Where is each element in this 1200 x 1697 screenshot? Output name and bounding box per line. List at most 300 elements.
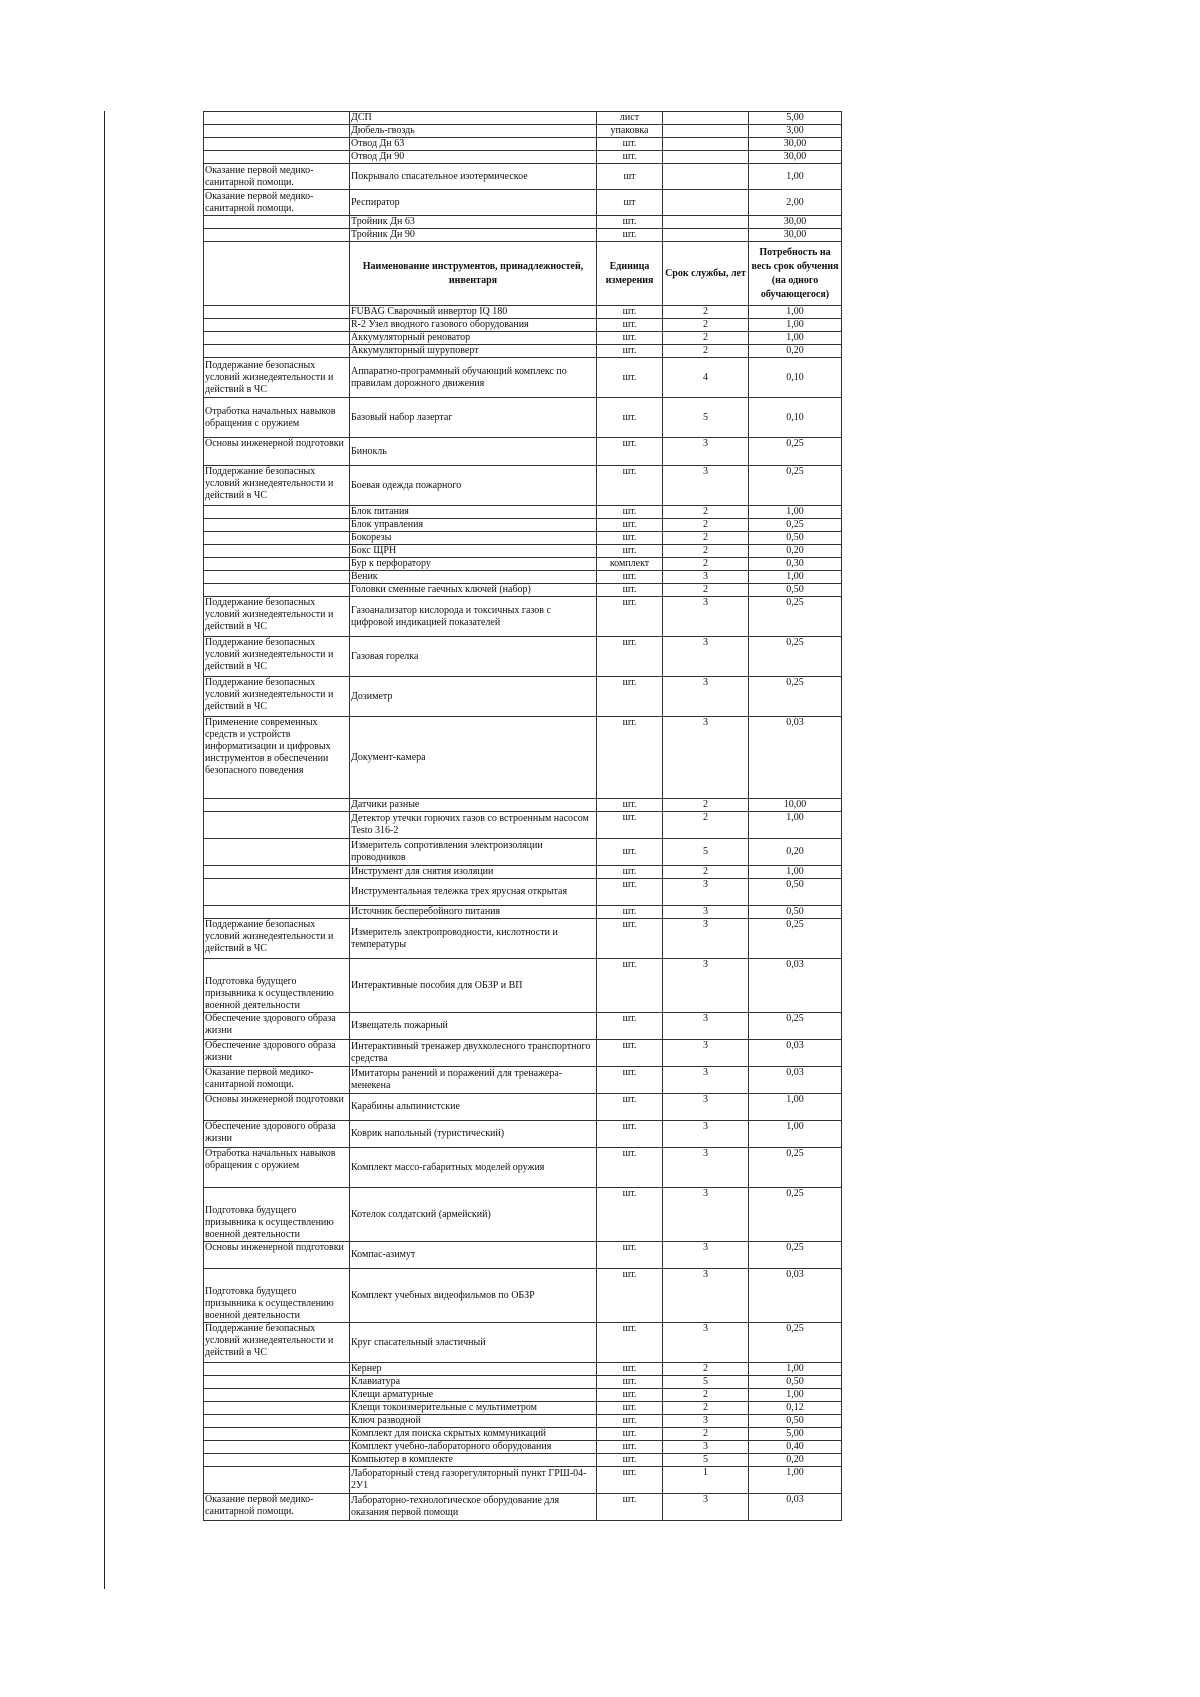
quantity-cell: 0,25 <box>749 677 842 717</box>
purpose-cell <box>204 229 350 242</box>
service-life-cell: 2 <box>663 1389 749 1402</box>
quantity-cell: 0,12 <box>749 1402 842 1415</box>
item-name-cell: Блок управления <box>350 519 597 532</box>
unit-cell: шт. <box>597 1323 663 1363</box>
table-row <box>204 345 842 358</box>
unit-cell: шт. <box>597 812 663 839</box>
unit-cell: шт. <box>597 799 663 812</box>
purpose-cell <box>204 506 350 519</box>
unit-cell: шт. <box>597 571 663 584</box>
purpose-cell: Поддержание безопасных условий жизнедеятельности и действий в ЧС <box>204 358 350 398</box>
table-row <box>204 466 842 506</box>
unit-cell: шт <box>597 164 663 190</box>
table-row <box>204 1454 842 1467</box>
unit-cell: шт. <box>597 584 663 597</box>
service-life-cell: 3 <box>663 1121 749 1148</box>
item-name-cell: Базовый набор лазертаг <box>350 398 597 438</box>
quantity-cell: 1,00 <box>749 1467 842 1494</box>
unit-cell: шт. <box>597 919 663 959</box>
purpose-cell <box>204 319 350 332</box>
purpose-cell: Обеспечение здорового образа жизни <box>204 1040 350 1067</box>
item-name-cell: Отвод Дн 90 <box>350 151 597 164</box>
quantity-cell: 1,00 <box>749 1389 842 1402</box>
unit-cell: шт. <box>597 438 663 466</box>
item-name-cell: Газовая горелка <box>350 637 597 677</box>
purpose-cell <box>204 332 350 345</box>
table-row <box>204 332 842 345</box>
quantity-cell: 1,00 <box>749 571 842 584</box>
table-row <box>204 677 842 717</box>
service-life-cell <box>663 229 749 242</box>
service-life-cell: 3 <box>663 571 749 584</box>
unit-cell: шт. <box>597 959 663 1013</box>
quantity-cell: 1,00 <box>749 812 842 839</box>
quantity-cell: 1,00 <box>749 1363 842 1376</box>
service-life-cell: 3 <box>663 1148 749 1188</box>
unit-cell: шт. <box>597 545 663 558</box>
unit-cell: шт. <box>597 358 663 398</box>
service-life-cell: 2 <box>663 799 749 812</box>
purpose-cell: Отработка начальных навыков обращения с оружием <box>204 398 350 438</box>
item-name-cell: Респиратор <box>350 190 597 216</box>
table-row <box>204 584 842 597</box>
quantity-cell: 2,00 <box>749 190 842 216</box>
quantity-cell: 0,25 <box>749 919 842 959</box>
unit-cell: шт. <box>597 1376 663 1389</box>
table-row <box>204 358 842 398</box>
purpose-cell: Оказание первой медико-санитарной помощи. <box>204 1494 350 1521</box>
quantity-cell: 0,25 <box>749 1013 842 1040</box>
service-life-cell <box>663 190 749 216</box>
service-life-cell: 2 <box>663 558 749 571</box>
table-row <box>204 229 842 242</box>
item-name-cell: Коврик напольный (туристический) <box>350 1121 597 1148</box>
service-life-cell: 3 <box>663 1188 749 1242</box>
purpose-cell <box>204 879 350 906</box>
purpose-cell <box>204 558 350 571</box>
service-life-cell: 3 <box>663 466 749 506</box>
service-life-cell: 3 <box>663 1415 749 1428</box>
purpose-cell: Подготовка будущего призывника к осуществлению военной деятельности <box>204 1269 350 1323</box>
table-row <box>204 1188 842 1242</box>
table-row <box>204 306 842 319</box>
purpose-cell: Поддержание безопасных условий жизнедеятельности и действий в ЧС <box>204 1323 350 1363</box>
unit-cell: шт. <box>597 345 663 358</box>
table-header-row <box>204 242 842 306</box>
purpose-cell <box>204 112 350 125</box>
service-life-cell: 3 <box>663 1441 749 1454</box>
quantity-cell: 1,00 <box>749 319 842 332</box>
purpose-cell: Поддержание безопасных условий жизнедеятельности и действий в ЧС <box>204 597 350 637</box>
quantity-cell: 1,00 <box>749 332 842 345</box>
unit-cell: шт. <box>597 519 663 532</box>
table-row <box>204 1389 842 1402</box>
quantity-cell: 1,00 <box>749 164 842 190</box>
purpose-cell: Обеспечение здорового образа жизни <box>204 1121 350 1148</box>
unit-cell: шт. <box>597 466 663 506</box>
unit-cell: шт. <box>597 906 663 919</box>
service-life-cell: 3 <box>663 677 749 717</box>
header-name-cell: Наименование инструментов, принадлежностей, инвентаря <box>350 242 597 306</box>
purpose-cell <box>204 306 350 319</box>
purpose-cell: Основы инженерной подготовки <box>204 1094 350 1121</box>
unit-cell: комплект <box>597 558 663 571</box>
item-name-cell: Аппаратно-программный обучающий комплекс по правилам дорожного движения <box>350 358 597 398</box>
table-row <box>204 799 842 812</box>
quantity-cell: 0,25 <box>749 1148 842 1188</box>
purpose-cell: Оказание первой медико-санитарной помощи. <box>204 190 350 216</box>
unit-cell: шт. <box>597 1467 663 1494</box>
item-name-cell: FUBAG Сварочный инвертор IQ 180 <box>350 306 597 319</box>
quantity-cell: 0,50 <box>749 1376 842 1389</box>
purpose-cell: Оказание первой медико-санитарной помощи. <box>204 164 350 190</box>
purpose-cell <box>204 571 350 584</box>
item-name-cell: Тройник Дн 90 <box>350 229 597 242</box>
unit-cell: шт. <box>597 319 663 332</box>
item-name-cell: Бинокль <box>350 438 597 466</box>
table-row <box>204 637 842 677</box>
item-name-cell: Круг спасательный эластичный <box>350 1323 597 1363</box>
item-name-cell: Аккумуляторный шуруповерт <box>350 345 597 358</box>
table-row <box>204 438 842 466</box>
item-name-cell: Комплект для поиска скрытых коммуникаций <box>350 1428 597 1441</box>
purpose-cell: Основы инженерной подготовки <box>204 1242 350 1269</box>
item-name-cell: Измеритель сопротивления электроизоляции проводников <box>350 839 597 866</box>
table-row <box>204 506 842 519</box>
purpose-cell: Основы инженерной подготовки <box>204 438 350 466</box>
unit-cell: упаковка <box>597 125 663 138</box>
item-name-cell: Кернер <box>350 1363 597 1376</box>
table-row <box>204 1467 842 1494</box>
quantity-cell: 0,20 <box>749 545 842 558</box>
table-row <box>204 125 842 138</box>
quantity-cell: 0,25 <box>749 1242 842 1269</box>
item-name-cell: Отвод Дн 63 <box>350 138 597 151</box>
service-life-cell: 2 <box>663 545 749 558</box>
service-life-cell: 2 <box>663 506 749 519</box>
table-row <box>204 1323 842 1363</box>
purpose-cell: Подготовка будущего призывника к осуществлению военной деятельности <box>204 1188 350 1242</box>
item-name-cell: Извещатель пожарный <box>350 1013 597 1040</box>
table-row <box>204 1242 842 1269</box>
purpose-cell <box>204 1415 350 1428</box>
quantity-cell: 0,50 <box>749 1415 842 1428</box>
purpose-cell <box>204 532 350 545</box>
unit-cell: шт. <box>597 1454 663 1467</box>
table-row <box>204 519 842 532</box>
unit-cell: шт. <box>597 879 663 906</box>
table-row <box>204 571 842 584</box>
item-name-cell: Бокорезы <box>350 532 597 545</box>
purpose-cell <box>204 584 350 597</box>
item-name-cell: Источник бесперебойного питания <box>350 906 597 919</box>
equipment-table-body <box>204 112 842 1521</box>
table-row <box>204 398 842 438</box>
service-life-cell: 3 <box>663 879 749 906</box>
unit-cell: шт. <box>597 1415 663 1428</box>
item-name-cell: Инструментальная тележка трех ярусная открытая <box>350 879 597 906</box>
service-life-cell: 5 <box>663 1376 749 1389</box>
unit-cell: шт <box>597 190 663 216</box>
purpose-cell <box>204 839 350 866</box>
purpose-cell <box>204 1467 350 1494</box>
table-row <box>204 919 842 959</box>
unit-cell: шт. <box>597 1067 663 1094</box>
service-life-cell <box>663 216 749 229</box>
table-row <box>204 532 842 545</box>
service-life-cell: 3 <box>663 1494 749 1521</box>
unit-cell: шт. <box>597 151 663 164</box>
table-row <box>204 879 842 906</box>
service-life-cell: 4 <box>663 358 749 398</box>
table-row <box>204 1415 842 1428</box>
item-name-cell: ДСП <box>350 112 597 125</box>
item-name-cell: Клещи токоизмерительные с мультиметром <box>350 1402 597 1415</box>
service-life-cell: 2 <box>663 1402 749 1415</box>
item-name-cell: Бокс ЩРН <box>350 545 597 558</box>
purpose-cell <box>204 1363 350 1376</box>
service-life-cell: 3 <box>663 959 749 1013</box>
quantity-cell: 1,00 <box>749 866 842 879</box>
table-row <box>204 1013 842 1040</box>
table-row <box>204 1494 842 1521</box>
quantity-cell: 0,25 <box>749 519 842 532</box>
unit-cell: шт. <box>597 677 663 717</box>
quantity-cell: 1,00 <box>749 506 842 519</box>
unit-cell: шт. <box>597 1040 663 1067</box>
quantity-cell: 0,50 <box>749 906 842 919</box>
table-row <box>204 1040 842 1067</box>
table-row <box>204 1428 842 1441</box>
table-row <box>204 112 842 125</box>
item-name-cell: Котелок солдатский (армейский) <box>350 1188 597 1242</box>
quantity-cell: 3,00 <box>749 125 842 138</box>
purpose-cell: Поддержание безопасных условий жизнедеятельности и действий в ЧС <box>204 637 350 677</box>
quantity-cell: 0,03 <box>749 1040 842 1067</box>
left-margin-rule <box>104 111 105 1589</box>
service-life-cell <box>663 112 749 125</box>
quantity-cell: 30,00 <box>749 216 842 229</box>
table-row <box>204 1441 842 1454</box>
purpose-cell <box>204 906 350 919</box>
item-name-cell: Клещи арматурные <box>350 1389 597 1402</box>
purpose-cell <box>204 799 350 812</box>
unit-cell: шт. <box>597 1242 663 1269</box>
purpose-cell: Поддержание безопасных условий жизнедеятельности и действий в ЧС <box>204 466 350 506</box>
service-life-cell: 2 <box>663 332 749 345</box>
service-life-cell: 3 <box>663 717 749 799</box>
unit-cell: лист <box>597 112 663 125</box>
quantity-cell: 1,00 <box>749 306 842 319</box>
service-life-cell: 3 <box>663 1242 749 1269</box>
service-life-cell <box>663 125 749 138</box>
header-need-cell: Потребность на весь срок обучения (на одного обучающегося) <box>749 242 842 306</box>
quantity-cell: 0,40 <box>749 1441 842 1454</box>
purpose-cell <box>204 151 350 164</box>
quantity-cell: 0,50 <box>749 879 842 906</box>
table-row <box>204 138 842 151</box>
service-life-cell: 2 <box>663 519 749 532</box>
table-row <box>204 545 842 558</box>
item-name-cell: Газоанализатор кислорода и токсичных газов с цифровой индикацией показателей <box>350 597 597 637</box>
service-life-cell: 2 <box>663 1428 749 1441</box>
purpose-cell <box>204 345 350 358</box>
quantity-cell: 0,25 <box>749 1188 842 1242</box>
service-life-cell <box>663 138 749 151</box>
purpose-cell <box>204 1402 350 1415</box>
item-name-cell: Лабораторно-технологическое оборудование для оказания первой помощи <box>350 1494 597 1521</box>
item-name-cell: Бур к перфоратору <box>350 558 597 571</box>
unit-cell: шт. <box>597 216 663 229</box>
service-life-cell: 1 <box>663 1467 749 1494</box>
unit-cell: шт. <box>597 1441 663 1454</box>
unit-cell: шт. <box>597 1094 663 1121</box>
table-row <box>204 1067 842 1094</box>
item-name-cell: Карабины альпинистские <box>350 1094 597 1121</box>
purpose-cell <box>204 125 350 138</box>
purpose-cell <box>204 1389 350 1402</box>
purpose-cell <box>204 1428 350 1441</box>
service-life-cell <box>663 151 749 164</box>
service-life-cell: 2 <box>663 345 749 358</box>
quantity-cell: 0,20 <box>749 1454 842 1467</box>
unit-cell: шт. <box>597 1121 663 1148</box>
item-name-cell: Боевая одежда пожарного <box>350 466 597 506</box>
unit-cell: шт. <box>597 506 663 519</box>
quantity-cell: 30,00 <box>749 229 842 242</box>
header-unit-cell: Единица измерения <box>597 242 663 306</box>
item-name-cell: Документ-камера <box>350 717 597 799</box>
unit-cell: шт. <box>597 1269 663 1323</box>
equipment-table <box>203 111 842 1521</box>
service-life-cell: 2 <box>663 306 749 319</box>
unit-cell: шт. <box>597 229 663 242</box>
item-name-cell: Интерактивный тренажер двухколесного транспортного средства <box>350 1040 597 1067</box>
item-name-cell: Комплект учебных видеофильмов по ОБЗР <box>350 1269 597 1323</box>
service-life-cell: 5 <box>663 1454 749 1467</box>
table-row <box>204 1376 842 1389</box>
purpose-cell: Применение современных средств и устройств информатизации и цифровых инструментов в обеспечении безопасного поведения <box>204 717 350 799</box>
unit-cell: шт. <box>597 1148 663 1188</box>
purpose-cell <box>204 866 350 879</box>
table-row <box>204 597 842 637</box>
service-life-cell: 2 <box>663 812 749 839</box>
unit-cell: шт. <box>597 637 663 677</box>
quantity-cell: 30,00 <box>749 151 842 164</box>
item-name-cell: Комплект массо-габаритных моделей оружия <box>350 1148 597 1188</box>
service-life-cell: 3 <box>663 906 749 919</box>
unit-cell: шт. <box>597 1389 663 1402</box>
service-life-cell: 3 <box>663 438 749 466</box>
service-life-cell: 2 <box>663 584 749 597</box>
purpose-cell: Подготовка будущего призывника к осуществлению военной деятельности <box>204 959 350 1013</box>
quantity-cell: 0,03 <box>749 1494 842 1521</box>
unit-cell: шт. <box>597 1363 663 1376</box>
purpose-cell: Обеспечение здорового образа жизни <box>204 1013 350 1040</box>
purpose-cell <box>204 519 350 532</box>
unit-cell: шт. <box>597 1013 663 1040</box>
unit-cell: шт. <box>597 532 663 545</box>
unit-cell: шт. <box>597 306 663 319</box>
quantity-cell: 1,00 <box>749 1094 842 1121</box>
service-life-cell: 2 <box>663 319 749 332</box>
service-life-cell: 3 <box>663 919 749 959</box>
purpose-cell <box>204 1454 350 1467</box>
quantity-cell: 0,25 <box>749 637 842 677</box>
purpose-cell <box>204 545 350 558</box>
header-empty-cell <box>204 242 350 306</box>
item-name-cell: R-2 Узел вводного газового оборудования <box>350 319 597 332</box>
service-life-cell: 3 <box>663 637 749 677</box>
item-name-cell: Дозиметр <box>350 677 597 717</box>
item-name-cell: Блок питания <box>350 506 597 519</box>
service-life-cell: 2 <box>663 1363 749 1376</box>
header-life-cell: Срок службы, лет <box>663 242 749 306</box>
unit-cell: шт. <box>597 717 663 799</box>
table-row <box>204 959 842 1013</box>
table-row <box>204 558 842 571</box>
quantity-cell: 0,25 <box>749 466 842 506</box>
service-life-cell: 2 <box>663 866 749 879</box>
item-name-cell: Датчики разные <box>350 799 597 812</box>
quantity-cell: 0,03 <box>749 959 842 1013</box>
unit-cell: шт. <box>597 1494 663 1521</box>
purpose-cell <box>204 1441 350 1454</box>
table-row <box>204 1148 842 1188</box>
quantity-cell: 0,03 <box>749 717 842 799</box>
service-life-cell: 3 <box>663 1323 749 1363</box>
quantity-cell: 10,00 <box>749 799 842 812</box>
item-name-cell: Комплект учебно-лабораторного оборудования <box>350 1441 597 1454</box>
item-name-cell: Тройник Дн 63 <box>350 216 597 229</box>
table-row <box>204 866 842 879</box>
quantity-cell: 5,00 <box>749 112 842 125</box>
item-name-cell: Аккумуляторный реноватор <box>350 332 597 345</box>
unit-cell: шт. <box>597 866 663 879</box>
item-name-cell: Головки сменные гаечных ключей (набор) <box>350 584 597 597</box>
item-name-cell: Имитаторы ранений и поражений для тренажера-менекена <box>350 1067 597 1094</box>
unit-cell: шт. <box>597 839 663 866</box>
quantity-cell: 0,03 <box>749 1269 842 1323</box>
unit-cell: шт. <box>597 1402 663 1415</box>
table-row <box>204 717 842 799</box>
quantity-cell: 0,20 <box>749 839 842 866</box>
item-name-cell: Интерактивные пособия для ОБЗР и ВП <box>350 959 597 1013</box>
table-row <box>204 1269 842 1323</box>
quantity-cell: 0,25 <box>749 1323 842 1363</box>
table-row <box>204 839 842 866</box>
service-life-cell: 3 <box>663 1269 749 1323</box>
item-name-cell: Детектор утечки горючих газов со встроенным насосом Testo 316-2 <box>350 812 597 839</box>
item-name-cell: Веник <box>350 571 597 584</box>
quantity-cell: 0,25 <box>749 438 842 466</box>
service-life-cell: 3 <box>663 597 749 637</box>
purpose-cell <box>204 216 350 229</box>
item-name-cell: Покрывало спасательное изотермическое <box>350 164 597 190</box>
quantity-cell: 0,10 <box>749 398 842 438</box>
quantity-cell: 0,25 <box>749 597 842 637</box>
table-row <box>204 906 842 919</box>
table-row <box>204 1402 842 1415</box>
quantity-cell: 5,00 <box>749 1428 842 1441</box>
quantity-cell: 0,20 <box>749 345 842 358</box>
item-name-cell: Лабораторный стенд газорегуляторный пункт ГРШ-04-2У1 <box>350 1467 597 1494</box>
service-life-cell: 3 <box>663 1067 749 1094</box>
unit-cell: шт. <box>597 398 663 438</box>
table-row <box>204 1094 842 1121</box>
item-name-cell: Клавиатура <box>350 1376 597 1389</box>
quantity-cell: 1,00 <box>749 1121 842 1148</box>
